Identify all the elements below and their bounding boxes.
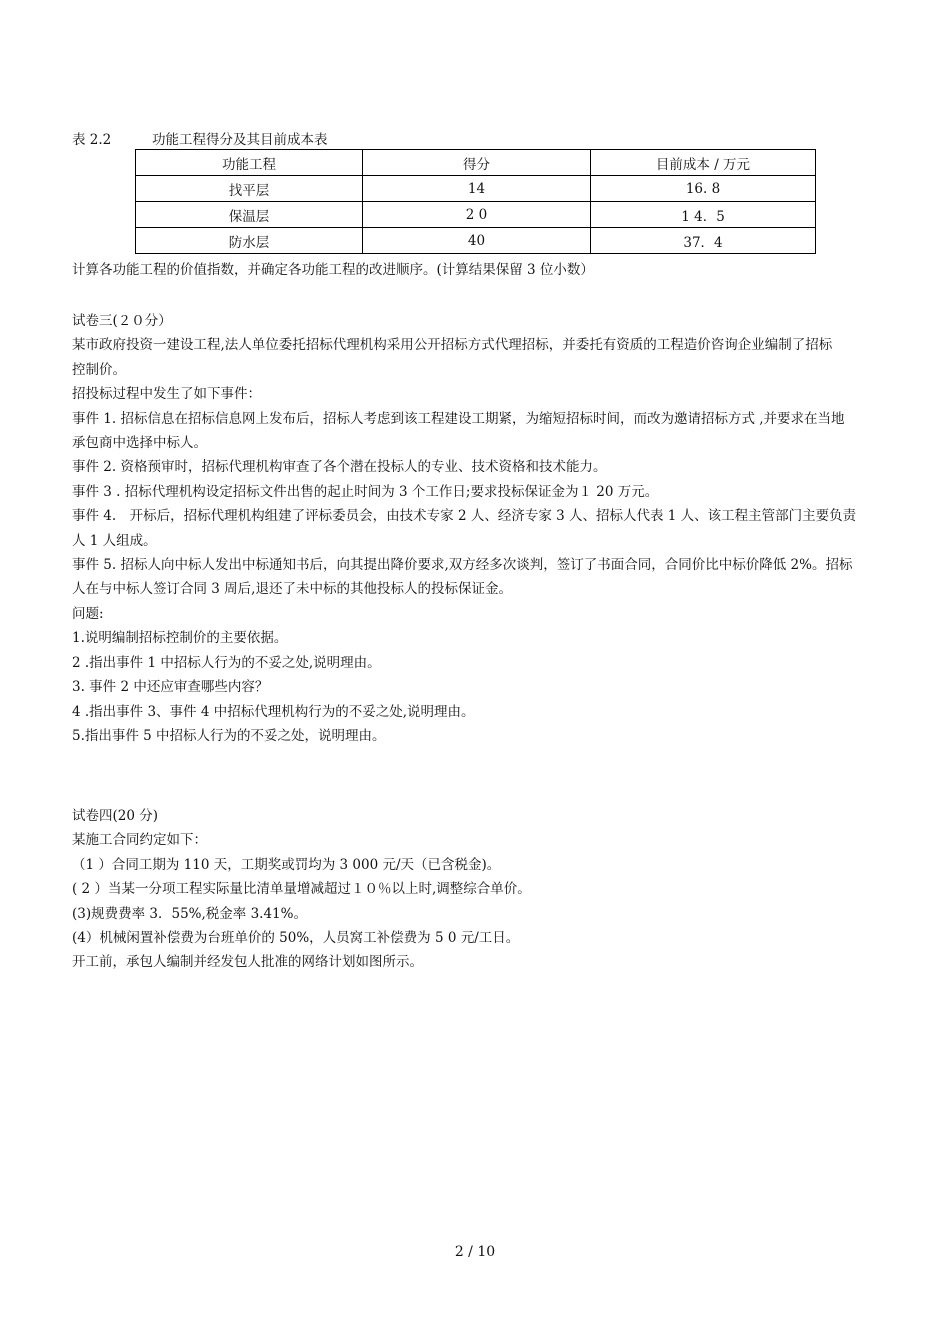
table-cell: 16. 8 <box>591 176 816 202</box>
table-number: 表 2.2 <box>72 132 112 148</box>
table-cell: 2 0 <box>363 202 591 228</box>
text-line: （1 ）合同工期为 110 天，工期奖或罚均为 3 000 元/天（已含税金)。 <box>72 856 501 873</box>
text-line: 某施工合同约定如下： <box>72 832 207 849</box>
text-line: 招投标过程中发生了如下事件： <box>72 386 261 403</box>
text-line: 人 1 人组成。 <box>72 532 157 549</box>
header-function: 功能工程 <box>136 150 363 176</box>
text-line: 开工前，承包人编制并经发包人批准的网络计划如图所示。 <box>72 954 423 971</box>
text-line: (3)规费费率 3．55%,税金率 3.41%。 <box>72 905 307 922</box>
paper-three-section <box>72 309 892 748</box>
table-cell: 37．4 <box>591 228 816 254</box>
text-line: 2 .指出事件 1 中招标人行为的不妥之处,说明理由。 <box>72 654 381 671</box>
text-line: 控制价。 <box>72 361 126 378</box>
text-line: 人在与中标人签订合同 3 周后,退还了未中标的其他投标人的投标保证金。 <box>72 581 512 598</box>
text-line: 某市政府投资一建设工程,法人单位委托招标代理机构采用公开招标方式代理招标，并委托有资质的工程造价咨询企业编制了招标 <box>72 337 833 354</box>
table-row <box>136 202 816 228</box>
table-row <box>136 176 816 202</box>
text-line: 事件 3 . 招标代理机构设定招标文件出售的起止时间为 3 个工作日;要求投标保证金为１ 20 万元。 <box>72 483 659 500</box>
table-cell: 40 <box>363 228 591 254</box>
header-score: 得分 <box>363 150 591 176</box>
text-line: 事件 5. 招标人向中标人发出中标通知书后，向其提出降价要求,双方经多次谈判，签订了书面合同，合同价比中标价降低 2%。招标 <box>72 557 853 574</box>
paper-four-section <box>72 804 892 975</box>
paragraph: 计算各功能工程的价值指数，并确定各功能工程的改进顺序。(计算结果保留 3 位小数） <box>72 262 594 278</box>
after-table-note <box>72 258 892 282</box>
page-number: 2 / 10 <box>454 1244 496 1260</box>
text-line: 1.说明编制招标控制价的主要依据。 <box>72 630 288 647</box>
table-cell: 防水层 <box>136 228 363 254</box>
text-line: 承包商中选择中标人。 <box>72 435 207 452</box>
table-cell: 14 <box>363 176 591 202</box>
cost-table <box>135 149 816 254</box>
text-line: 事件 2. 资格预审时，招标代理机构审查了各个潜在投标人的专业、技术资格和技术能力。 <box>72 459 607 476</box>
table-caption <box>72 128 328 148</box>
table-cell: 保温层 <box>136 202 363 228</box>
text-line: 3. 事件 2 中还应审查哪些内容？ <box>72 679 269 696</box>
text-line: ( 2 ）当某一分项工程实际量比清单量增减超过１０％以上时,调整综合单价。 <box>72 881 531 898</box>
table-row <box>136 228 816 254</box>
text-line: 问题: <box>72 605 104 622</box>
text-line: 4 .指出事件 3、事件 4 中招标代理机构行为的不妥之处,说明理由。 <box>72 703 475 720</box>
text-line: 事件 4. 开标后，招标代理机构组建了评标委员会，由技术专家 2 人、经济专家 3 人、招标人代表 1 人、该工程主管部门主要负责 <box>72 508 857 525</box>
table-cell: 1 4．5 <box>591 202 816 228</box>
table-cell: 找平层 <box>136 176 363 202</box>
text-line: 事件 1. 招标信息在招标信息网上发布后，招标人考虑到该工程建设工期紧，为缩短招标时间，而改为邀请招标方式 ,并要求在当地 <box>72 410 845 427</box>
header-cost: 目前成本 / 万元 <box>591 150 816 176</box>
table-header-row <box>136 150 816 176</box>
section-title: 试卷四(20 分) <box>72 808 159 824</box>
text-line: 5.指出事件 5 中招标人行为的不妥之处，说明理由。 <box>72 727 386 744</box>
table-title: 功能工程得分及其目前成本表 <box>152 132 328 148</box>
section-title: 试卷三(２０分） <box>72 313 172 329</box>
text-line: (4）机械闲置补偿费为台班单价的 50%，人员窝工补偿费为 5 0 元/工日。 <box>72 930 520 947</box>
